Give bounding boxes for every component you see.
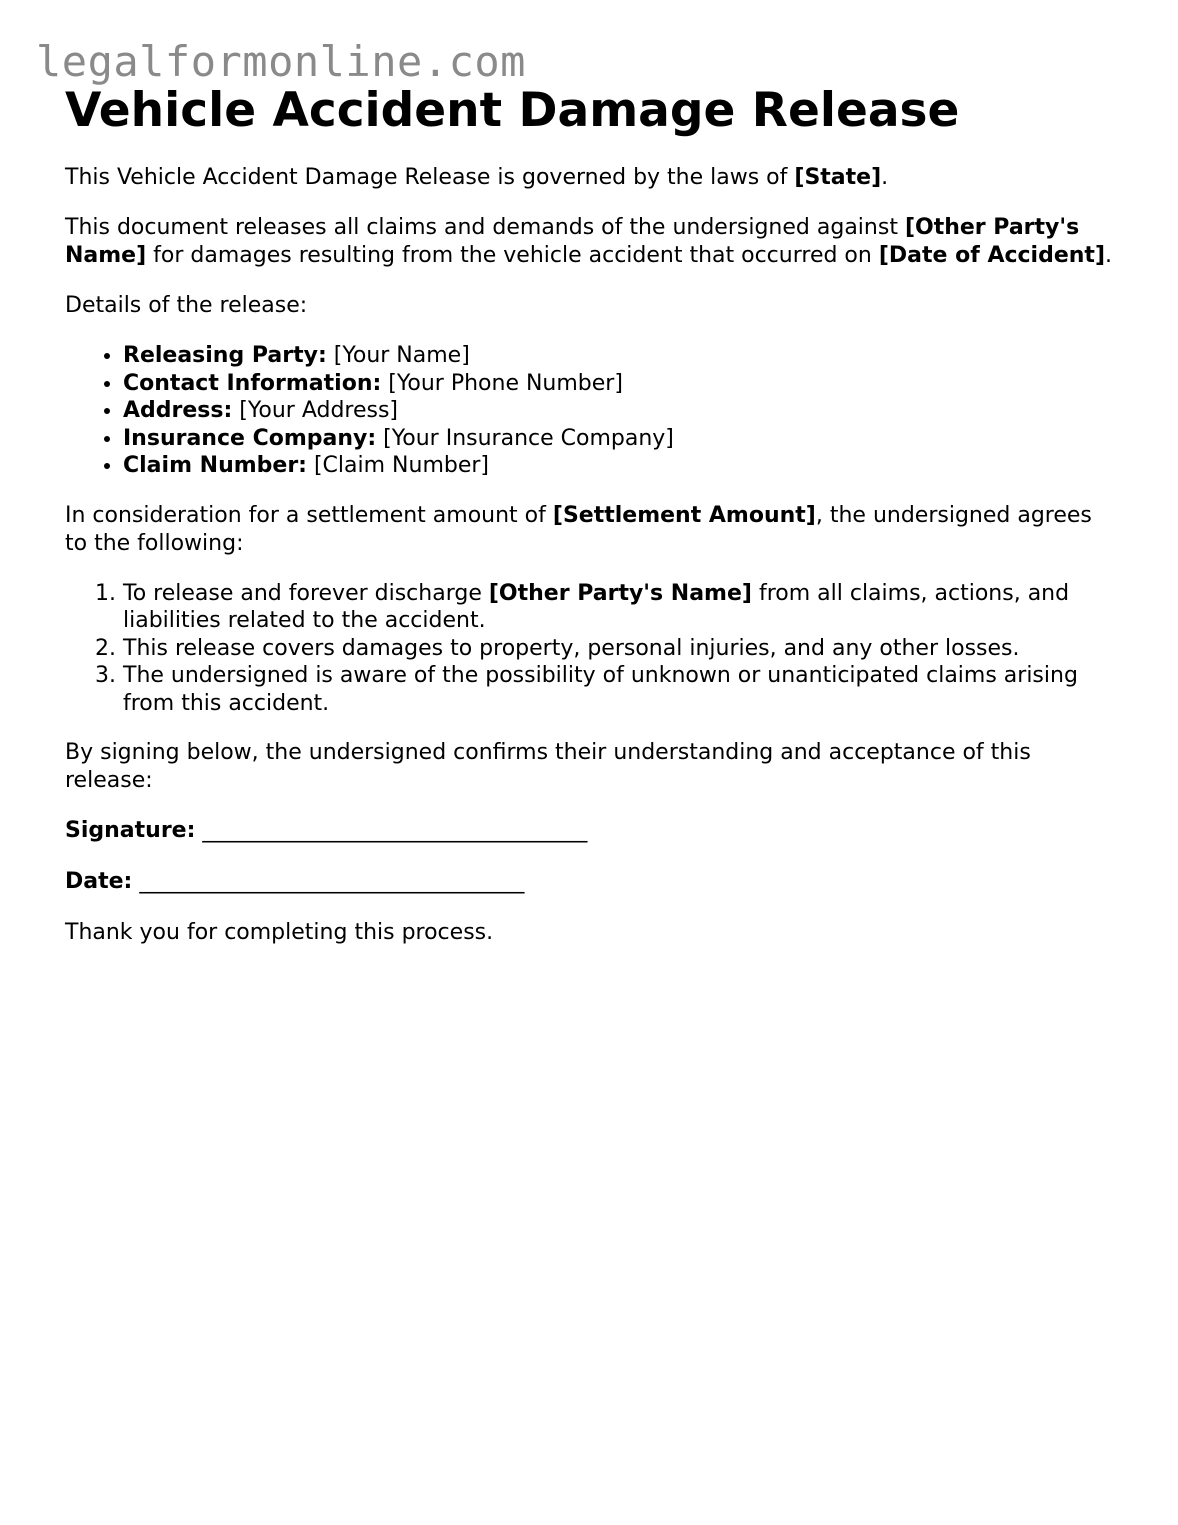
consideration-prefix: In consideration for a settlement amount of: [65, 502, 553, 528]
governing-law-prefix: This Vehicle Accident Damage Release is governed by the laws of: [65, 165, 795, 190]
terms-item1-suffix: from all claims, actions, and liabilities related to the accident.: [123, 580, 1070, 633]
details-item-insurance-company: [123, 425, 1115, 453]
document-title: Vehicle Accident Damage Release: [65, 83, 960, 138]
signature-label: Signature:: [65, 818, 196, 843]
terms-list: [65, 580, 1115, 718]
signature-field[interactable]: ___________________________________: [195, 818, 588, 843]
details-list: [65, 342, 1115, 480]
date-of-accident-placeholder: [Date of Accident]: [878, 243, 1105, 268]
closing-text: Thank you for completing this process.: [65, 920, 494, 945]
release-intro-middle: for damages resulting from the vehicle accident that occurred on: [146, 243, 879, 268]
governing-law-paragraph: [65, 164, 1115, 192]
state-placeholder: [State]: [794, 165, 882, 190]
details-value: [Your Name]: [326, 343, 470, 368]
consideration-paragraph: [65, 502, 1115, 558]
details-value: [Your Phone Number]: [381, 370, 623, 396]
terms-other-party-placeholder: [Other Party's Name]: [488, 580, 752, 606]
date-label: Date:: [65, 869, 133, 894]
details-label: Address:: [123, 398, 233, 423]
release-intro-suffix: .: [1105, 243, 1112, 268]
signature-line[interactable]: [65, 817, 1115, 845]
details-label: Contact Information:: [123, 370, 382, 396]
details-item-contact-information: [123, 370, 1115, 398]
other-party-placeholder: [Other Party's Name]: [65, 215, 1080, 268]
consideration-suffix: , the undersigned agrees to the following:: [65, 502, 1092, 556]
settlement-amount-placeholder: [Settlement Amount]: [552, 502, 816, 528]
release-intro-prefix: This document releases all claims and demands of the undersigned against: [65, 215, 905, 240]
terms-item1-prefix: To release and forever discharge: [123, 580, 489, 606]
details-heading: Details of the release:: [65, 293, 308, 318]
confirmation-paragraph: By signing below, the undersigned confirms their understanding and acceptance of this release:: [65, 740, 1031, 793]
details-label: Claim Number:: [123, 453, 307, 478]
governing-law-suffix: .: [881, 165, 889, 190]
release-intro-paragraph: [65, 214, 1115, 270]
document-page: [65, 84, 1115, 969]
details-label: Insurance Company:: [123, 425, 377, 451]
watermark-text: legalformonline.com: [36, 37, 526, 86]
details-item-releasing-party: [123, 342, 1115, 370]
details-value: [Your Address]: [232, 398, 399, 423]
details-value: [Your Insurance Company]: [376, 425, 674, 451]
terms-item-unknown-claims: 3. The undersigned is aware of the possibility of unknown or unanticipated claims arising from this accident.: [123, 662, 1115, 717]
terms-item-coverage: 2. This release covers damages to property, personal injuries, and any other losses.: [123, 635, 1115, 663]
details-item-claim-number: [123, 452, 1115, 480]
terms-item-discharge: [123, 580, 1115, 635]
date-line[interactable]: [65, 868, 1115, 896]
details-label: Releasing Party:: [123, 343, 327, 368]
details-value: [Claim Number]: [306, 453, 490, 478]
details-item-address: [123, 397, 1115, 425]
date-field[interactable]: ___________________________________: [132, 869, 525, 894]
